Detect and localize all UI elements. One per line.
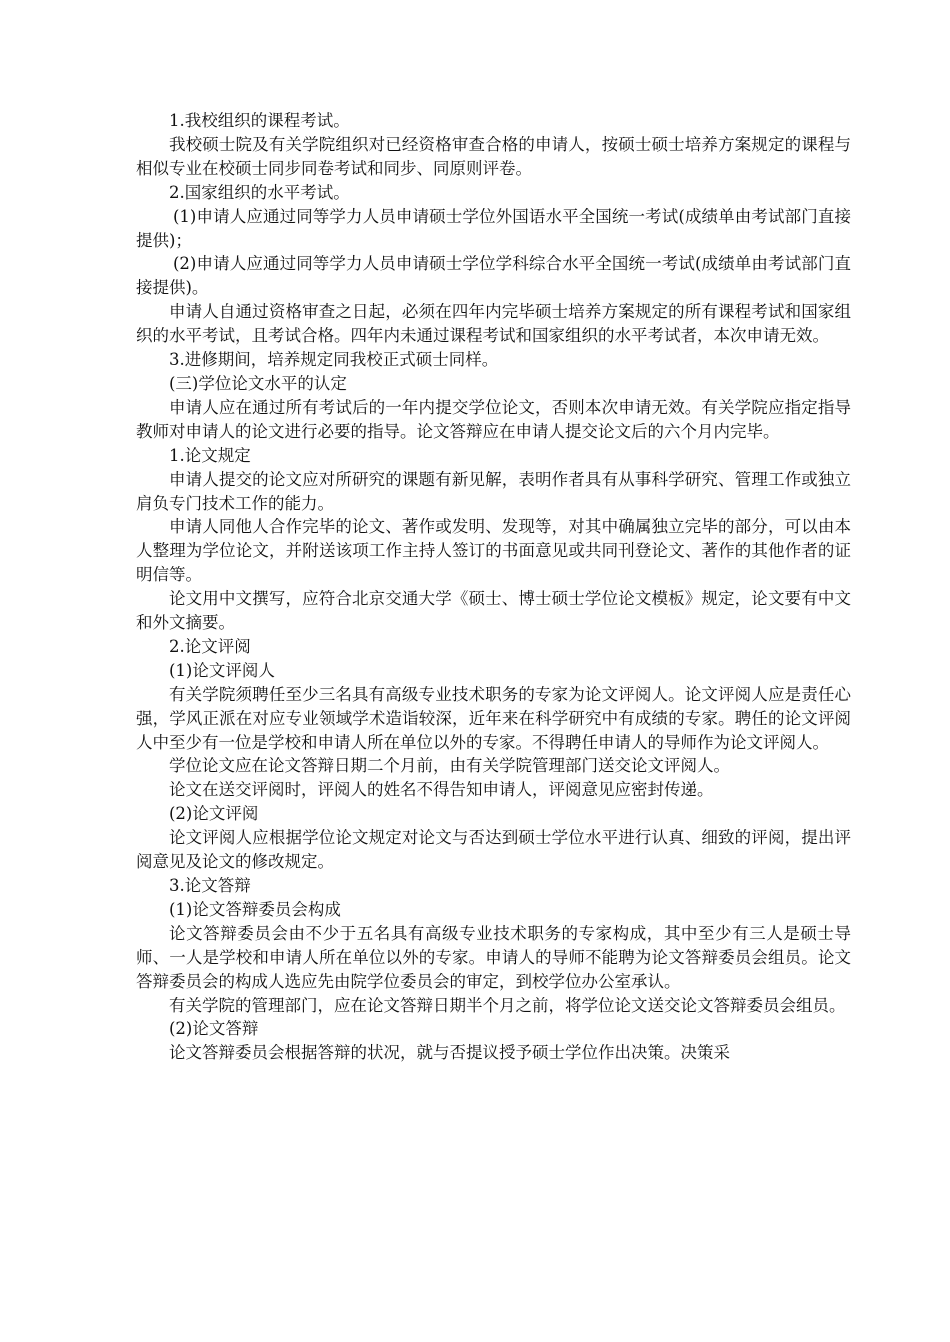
- body-paragraph: 申请人应在通过所有考试后的一年内提交学位论文，否则本次申请无效。有关学院应指定指导教师对申请人的论文进行必要的指导。论文答辩应在申请人提交论文后的六个月内完毕。: [136, 397, 851, 441]
- body-paragraph: 申请人自通过资格审查之日起，必须在四年内完毕硕士培养方案规定的所有课程考试和国家组织的水平考试，且考试合格。四年内未通过课程考试和国家组织的水平考试者，本次申请无效。: [136, 302, 851, 346]
- sub-heading: (2)论文评阅: [169, 804, 259, 824]
- numbered-heading: 2.论文评阅: [169, 636, 251, 656]
- sub-heading: (1)论文答辩委员会构成: [169, 899, 341, 919]
- sub-heading: (1)论文评阅人: [169, 660, 275, 680]
- body-paragraph: (1)申请人应通过同等学力人员申请硕士学位外国语水平全国统一考试(成绩单由考试部门直接提供)；: [136, 206, 851, 250]
- body-paragraph: 论文答辩委员会根据答辩的状况，就与否提议授予硕士学位作出决策。决策采: [169, 1043, 730, 1063]
- numbered-heading: 1.论文规定: [169, 445, 251, 465]
- body-paragraph: 申请人同他人合作完毕的论文、著作或发明、发现等，对其中确属独立完毕的部分，可以由本人整理为学位论文，并附送该项工作主持人签订的书面意见或共同刊登论文、著作的其他作者的证明信等。: [136, 517, 851, 585]
- document-body: [136, 109, 851, 1065]
- body-paragraph: 申请人提交的论文应对所研究的课题有新见解，表明作者具有从事科学研究、管理工作或独立肩负专门技术工作的能力。: [136, 469, 851, 513]
- numbered-heading: 3.进修期间，培养规定同我校正式硕士同样。: [169, 350, 499, 370]
- body-paragraph: 论文评阅人应根据学位论文规定对论文与否达到硕士学位水平进行认真、细致的评阅，提出评阅意见及论文的修改规定。: [136, 828, 851, 872]
- body-paragraph: 论文用中文撰写，应符合北京交通大学《硕士、博士硕士学位论文模板》规定，论文要有中文和外文摘要。: [136, 589, 851, 633]
- body-paragraph: 学位论文应在论文答辩日期二个月前，由有关学院管理部门送交论文评阅人。: [169, 756, 730, 776]
- numbered-heading: 3.论文答辩: [169, 876, 251, 895]
- body-paragraph: (2)申请人应通过同等学力人员申请硕士学位学科综合水平全国统一考试(成绩单由考试部门直接提供)。: [136, 254, 851, 298]
- body-paragraph: 有关学院的管理部门，应在论文答辩日期半个月之前，将学位论文送交论文答辩委员会组员。: [169, 995, 846, 1015]
- numbered-heading: 2.国家组织的水平考试。: [169, 182, 350, 202]
- numbered-heading: 1.我校组织的课程考试。: [169, 111, 350, 130]
- sub-heading: (2)论文答辩: [169, 1019, 259, 1039]
- section-heading: (三)学位论文水平的认定: [169, 373, 347, 393]
- body-paragraph: 有关学院须聘任至少三名具有高级专业技术职务的专家为论文评阅人。论文评阅人应是责任心强，学风正派在对应专业领域学术造诣较深，近年来在科学研究中有成绩的专家。聘任的论文评阅人中至少有一位是学校和申请人所在单位以外的专家。不得聘任申请人的导师作为论文评阅人。: [136, 684, 851, 752]
- body-paragraph: 论文答辩委员会由不少于五名具有高级专业技术职务的专家构成，其中至少有三人是硕士导师、一人是学校和申请人所在单位以外的专家。申请人的导师不能聘为论文答辩委员会组员。论文答辩委员会的构成人选应先由院学位委员会的审定，到校学位办公室承认。: [136, 923, 851, 991]
- body-paragraph: 论文在送交评阅时，评阅人的姓名不得告知申请人，评阅意见应密封传递。: [169, 780, 714, 800]
- body-paragraph: 我校硕士院及有关学院组织对已经资格审查合格的申请人，按硕士硕士培养方案规定的课程与相似专业在校硕士同步同卷考试和同步、同原则评卷。: [136, 134, 851, 178]
